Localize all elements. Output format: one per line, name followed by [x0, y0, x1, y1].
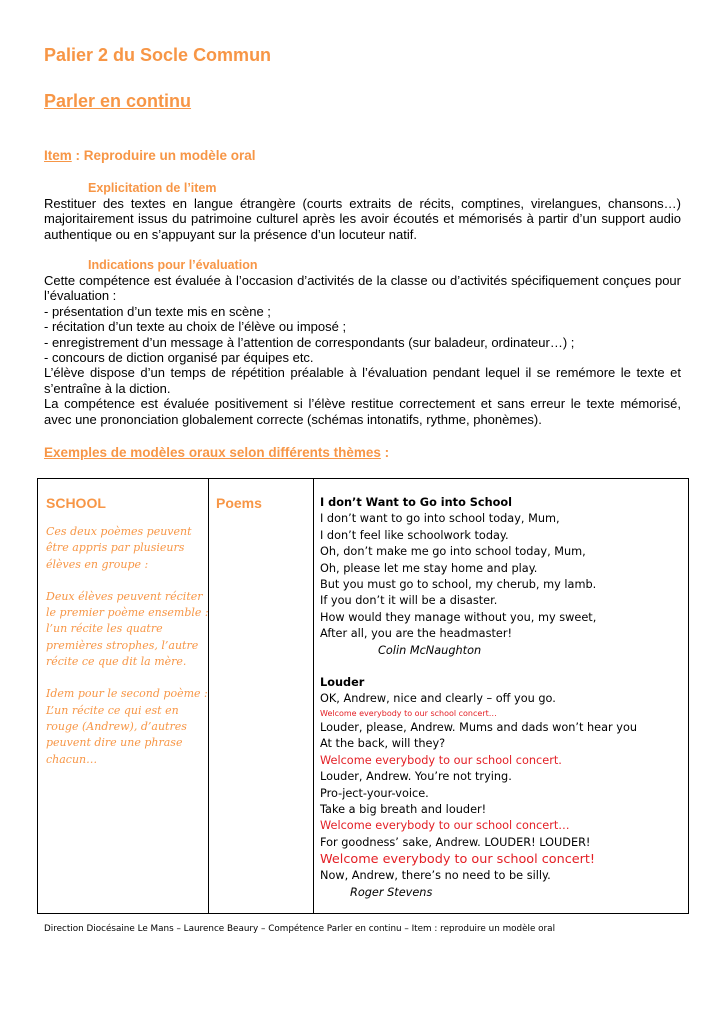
poems-cell — [320, 495, 680, 901]
explicitation-heading: Explicitation de l’item — [88, 181, 217, 195]
indications-line: - concours de diction organisé par équipes etc. — [44, 350, 314, 366]
poem-line: For goodness’ sake, Andrew. LOUDER! LOUDER! — [320, 835, 591, 849]
note: Idem pour le second poème : L’un récite ce qui est en rouge (Andrew), d’autres peuvent dire une phrase chacun… — [46, 687, 208, 766]
poem-line-red: Welcome everybody to our school concert… — [320, 708, 497, 718]
type-cell — [216, 495, 262, 511]
page-title: Palier 2 du Socle Commun — [44, 45, 272, 65]
poem-line: If you don’t it will be a disaster. — [320, 594, 498, 608]
examples-label: Exemples de modèles oraux selon différents thèmes — [44, 445, 381, 460]
note: Ces deux poèmes peuvent être appris par plusieurs élèves en groupe : — [46, 525, 192, 571]
poem-line: Oh, please let me stay home and play. — [320, 561, 538, 575]
poem-line: Oh, don’t make me go into school today, Mum, — [320, 545, 586, 559]
indications-line: La compétence est évaluée positivement si l’élève restitue correctement et sans erreur le texte mémorisé, avec une prononciation globalement correcte (schémas intonatifs, rythme, phonèmes). — [44, 396, 681, 427]
examples-table — [37, 478, 689, 914]
poem-title: Louder — [320, 676, 365, 690]
item-text: : Reproduire un modèle oral — [71, 148, 256, 163]
poem-line: After all, you are the headmaster! — [320, 627, 513, 641]
section-title: Parler en continu — [44, 91, 192, 111]
indications-line: Cette compétence est évaluée à l’occasion d’activités de la classe ou d’activités spécifiquement conçues pour l’évaluation : — [44, 273, 681, 304]
indications-body — [44, 273, 681, 427]
indications-line: - récitation d’un texte au choix de l’élève ou imposé ; — [44, 319, 347, 335]
poem-line: But you must go to school, my cherub, my lamb. — [320, 578, 597, 592]
poem-line: I don’t want to go into school today, Mum, — [320, 512, 560, 526]
poem-title: I don’t Want to Go into School — [320, 496, 513, 509]
poem-line-red: Welcome everybody to our school concert… — [320, 819, 570, 833]
examples-colon: : — [380, 445, 390, 460]
poem-line: At the back, will they? — [320, 737, 446, 751]
indications-heading: Indications pour l’évaluation — [88, 258, 258, 272]
item-label: Item — [44, 148, 72, 163]
theme-label: SCHOOL — [46, 495, 106, 511]
poem-line: Take a big breath and louder! — [320, 802, 487, 816]
poem-line: Louder, Andrew. You’re not trying. — [320, 770, 512, 784]
theme-cell — [46, 495, 212, 768]
poem-line: Now, Andrew, there’s no need to be silly. — [320, 869, 551, 883]
page-footer: Direction Diocésaine Le Mans – Laurence Beaury – Compétence Parler en continu – Item : reproduire un modèle oral — [44, 924, 556, 934]
poem-author: Colin McNaughton — [378, 643, 482, 657]
indications-line: - présentation d’un texte mis en scène ; — [44, 303, 271, 319]
indications-line: L’élève dispose d’un temps de répétition préalable à l’évaluation pendant lequel il se remémore le texte et s’entraîne à la diction. — [44, 365, 681, 396]
poem-line: How would they manage without you, my sweet, — [320, 610, 597, 624]
poem-line: Pro-ject-your-voice. — [320, 786, 429, 800]
indications-line: - enregistrement d’un message à l’attention de correspondants (sur baladeur, ordinateur…) ; — [44, 334, 575, 350]
poem-line-red: Welcome everybody to our school concert. — [320, 753, 562, 767]
item-heading — [44, 148, 256, 163]
poem-line-red: Welcome everybody to our school concert! — [320, 852, 596, 868]
type-label: Poems — [216, 495, 262, 511]
note: Deux élèves peuvent réciter le premier poème ensemble : l’un récite les quatre premières strophes, l’autre récite ce que dit la mère. — [46, 589, 209, 669]
poem-line: OK, Andrew, nice and clearly – off you go. — [320, 692, 556, 706]
poem-line: Louder, please, Andrew. Mums and dads won’t hear you — [320, 720, 638, 734]
table-divider — [313, 479, 314, 913]
poem-author: Roger Stevens — [350, 885, 433, 899]
examples-heading — [44, 445, 389, 460]
poem-line: I don’t feel like schoolwork today. — [320, 528, 509, 542]
explicitation-text: Restituer des textes en langue étrangère (courts extraits de récits, comptines, virelangues, chansons…) majoritairement issus du patrimoine culturel après les avoir écoutés et mémorisés à partir d’un support audio authentique ou en s’appuyant sur la présence d’un locuteur natif. — [44, 196, 681, 242]
